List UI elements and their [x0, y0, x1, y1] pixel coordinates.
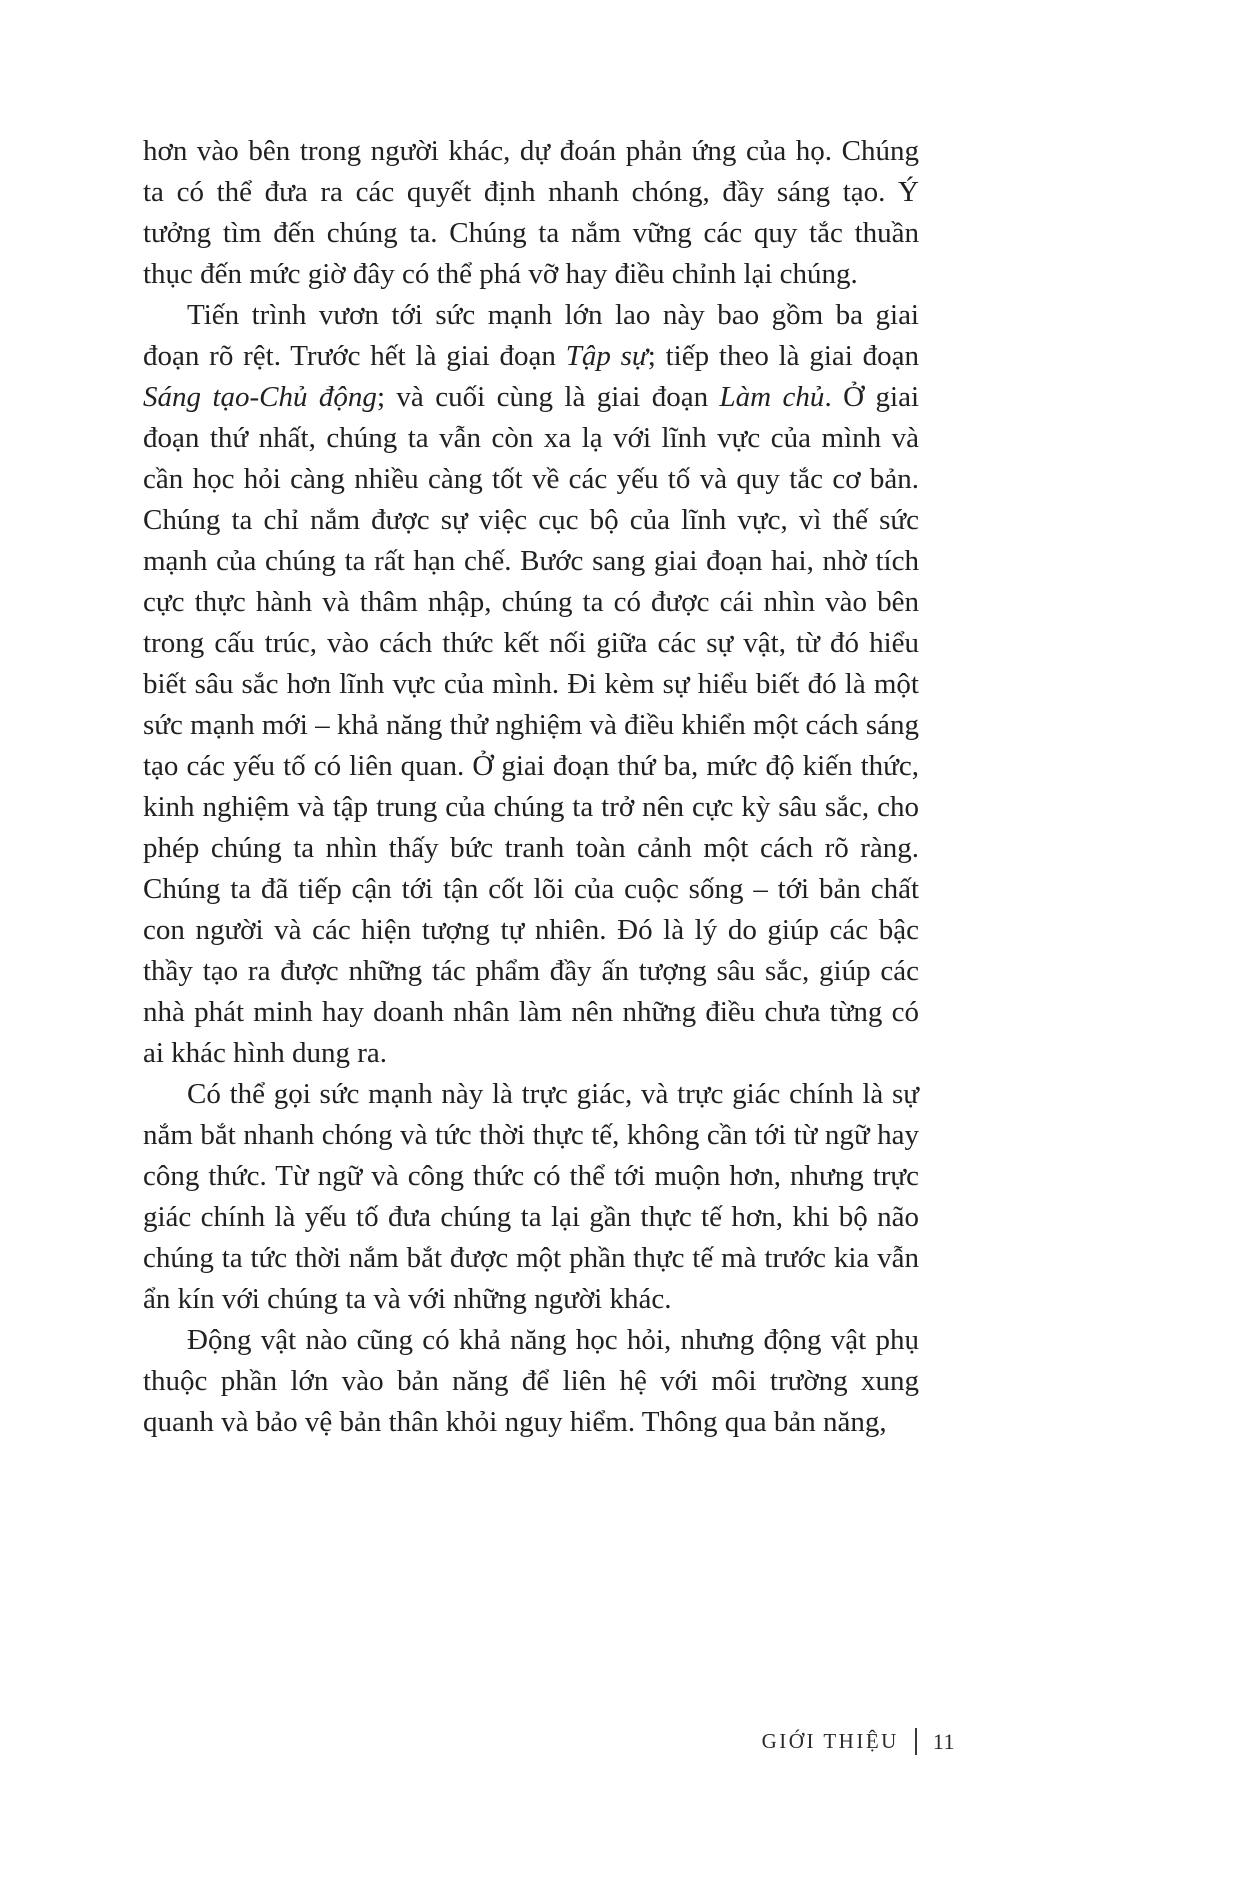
text-segment: hơn vào bên trong người khác, dự đoán phản ứng của họ. Chúng ta có thể đưa ra các quyết định nhanh chóng, đầy sáng tạo. Ý tưởng tìm đến chúng ta. Chúng ta nắm vững các quy tắc thuần thục đến mức giờ đây có thể phá vỡ hay điều chỉnh lại chúng.: [143, 135, 919, 290]
text-segment: Động vật nào cũng có khả năng học hỏi, nhưng động vật phụ thuộc phần lớn vào bản năng để liên hệ với môi trường xung quanh và bảo vệ bản thân khỏi nguy hiểm. Thông qua bản năng,: [143, 1324, 919, 1438]
page-footer: [762, 1728, 955, 1755]
text-segment: ; tiếp theo là giai đoạn: [647, 340, 919, 372]
footer-section-label: GIỚI THIỆU: [761, 1729, 899, 1753]
footer-page-number: 11: [932, 1728, 955, 1754]
text-segment: Có thể gọi sức mạnh này là trực giác, và trực giác chính là sự nắm bắt nhanh chóng và tức thời thực tế, không cần tới từ ngữ hay công thức. Từ ngữ và công thức có thể tới muộn hơn, nhưng trực giác chính là yếu tố đưa chúng ta lại gần thực tế hơn, khi bộ não chúng ta tức thời nắm bắt được một phần thực tế mà trước kia vẫn ẩn kín với chúng ta và với những người khác.: [143, 1078, 919, 1315]
paragraph: [143, 295, 919, 1074]
text-segment: ; và cuối cùng là giai đoạn: [376, 381, 720, 413]
paragraph: [143, 131, 919, 295]
page-body: [143, 131, 919, 1443]
text-segment: . Ở giai đoạn thứ nhất, chúng ta vẫn còn xa lạ với lĩnh vực của mình và cần học hỏi càng nhiều càng tốt về các yếu tố và quy tắc cơ bản. Chúng ta chỉ nắm được sự việc cục bộ của lĩnh vực, vì thế sức mạnh của chúng ta rất hạn chế. Bước sang giai đoạn hai, nhờ tích cực thực hành và thâm nhập, chúng ta có được cái nhìn vào bên trong cấu trúc, vào cách thức kết nối giữa các sự vật, từ đó hiểu biết sâu sắc hơn lĩnh vực của mình. Đi kèm sự hiểu biết đó là một sức mạnh mới – khả năng thử nghiệm và điều khiển một cách sáng tạo các yếu tố có liên quan. Ở giai đoạn thứ ba, mức độ kiến thức, kinh nghiệm và tập trung của chúng ta trở nên cực kỳ sâu sắc, cho phép chúng ta nhìn thấy bức tranh toàn cảnh một cách rõ ràng. Chúng ta đã tiếp cận tới tận cốt lõi của cuộc sống – tới bản chất con người và các hiện tượng tự nhiên. Đó là lý do giúp các bậc thầy tạo ra được những tác phẩm đầy ấn tượng sâu sắc, giúp các nhà phát minh hay doanh nhân làm nên những điều chưa từng có ai khác hình dung ra.: [143, 381, 919, 1069]
text-segment: Tiến trình vươn tới sức mạnh lớn lao này bao gồm ba giai đoạn rõ rệt. Trước hết là giai đoạn: [143, 299, 919, 372]
paragraph: [143, 1320, 919, 1443]
italic-text-segment: Sáng tạo-Chủ động: [143, 381, 377, 413]
italic-text-segment: Tập sự: [565, 340, 648, 372]
footer-divider: [915, 1728, 917, 1755]
paragraph: [143, 1074, 919, 1320]
italic-text-segment: Làm chủ: [719, 381, 825, 413]
